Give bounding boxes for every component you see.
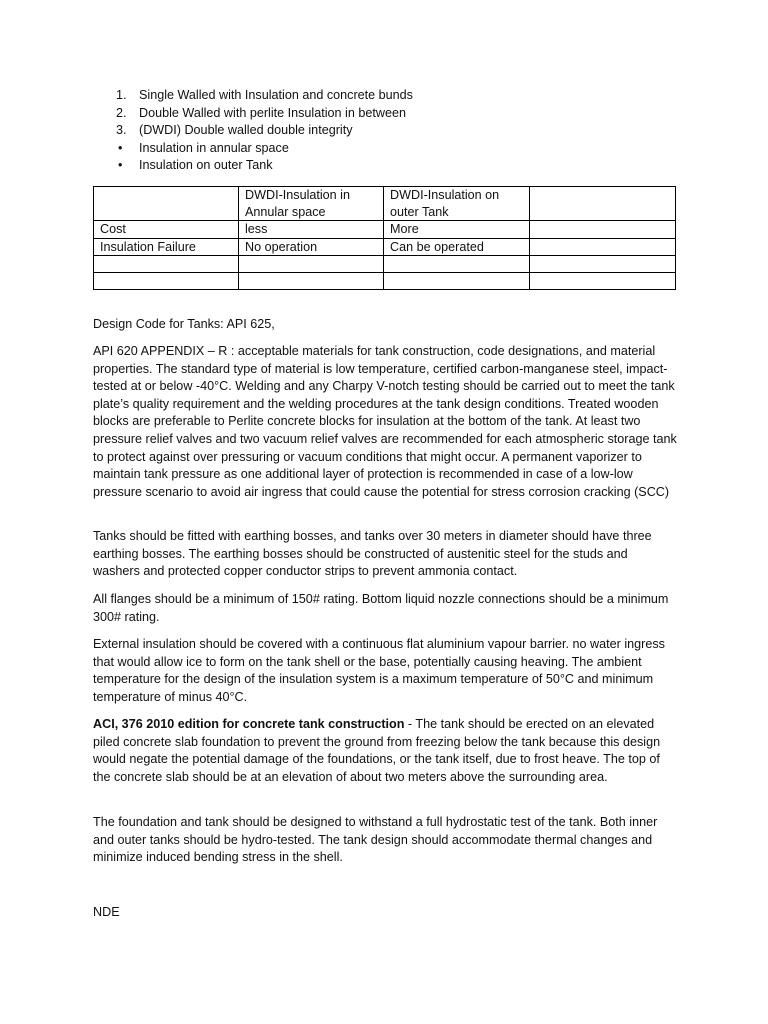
table-cell xyxy=(530,273,676,290)
table-header-row xyxy=(94,187,676,221)
table-row xyxy=(94,221,676,239)
table-row xyxy=(94,273,676,290)
table-cell: Can be operated xyxy=(384,238,530,256)
table-header-cell xyxy=(530,187,676,221)
table-header-cell xyxy=(94,187,239,221)
insulation-paragraph: External insulation should be covered with a continuous flat aluminium vapour barrier. no water ingress that would allow ice to form on the tank shell or the base, potentially causing heaving. The ambient temperature for the design of the insulation system is a maximum temperature of 50°C and minimum temperature of minus 40°C. xyxy=(93,637,665,704)
bullet-item-text: Insulation on outer Tank xyxy=(139,158,273,173)
table-cell xyxy=(530,256,676,273)
bullet-item-text: Insulation in annular space xyxy=(139,140,289,155)
table-row xyxy=(94,238,676,256)
table-cell xyxy=(239,256,384,273)
table-cell: More xyxy=(384,221,530,239)
bullet-item xyxy=(116,157,676,175)
api620-paragraph: API 620 APPENDIX – R : acceptable materials for tank construction, code designations, and material properties. The standard type of material is low temperature, certified carbon-manganese steel, impact-tested at or below -40°C. Welding and any Charpy V-notch testing should be carried out to meet the tank plate’s quality requirement and the welding procedures at the tank design conditions. Treated wooden blocks are preferable to Perlite concrete blocks for insulation at the bottom of the tank. At least two pressure relief valves and two vacuum relief valves are recommended for each atmospheric storage tank to protect against over pressuring or vacuum conditions that might occur. A permanent vaporizer to maintain tank pressure as one additional layer of protection is recommended in case of a low-low pressure scenario to avoid air ingress that could cause the potential for stress corrosion cracking (SCC) xyxy=(93,344,677,499)
table-cell xyxy=(94,273,239,290)
list-item xyxy=(116,87,676,105)
table-cell xyxy=(530,238,676,256)
table-row xyxy=(94,256,676,273)
tank-type-list xyxy=(116,87,676,175)
design-code-paragraph: Design Code for Tanks: API 625, xyxy=(93,317,275,331)
table-cell: Cost xyxy=(94,221,239,239)
list-marker: 2. xyxy=(116,105,127,120)
table-cell xyxy=(384,273,530,290)
list-item-text: Single Walled with Insulation and concrete bunds xyxy=(139,88,413,102)
flanges-paragraph: All flanges should be a minimum of 150# rating. Bottom liquid nozzle connections should be a minimum 300# rating. xyxy=(93,592,669,624)
nde-heading: NDE xyxy=(93,905,120,919)
aci-body: - The tank should be erected on an elevated piled concrete slab foundation to prevent the ground from freezing below the tank because this design would negate the potential damage of the foundations, or the tank itself, due to frost heave. The top of the concrete slab should be at an elevation of about two meters above the surrounding area. xyxy=(93,717,661,784)
table-header-cell: DWDI-Insulation on outer Tank xyxy=(384,187,530,221)
table-cell xyxy=(384,256,530,273)
table-cell: less xyxy=(239,221,384,239)
bullet-marker: • xyxy=(118,158,123,173)
bullet-item xyxy=(116,140,676,158)
table-cell xyxy=(94,256,239,273)
table-cell xyxy=(530,221,676,239)
earthing-paragraph: Tanks should be fitted with earthing bosses, and tanks over 30 meters in diameter should have three earthing bosses. The earthing bosses should be constructed of austenitic steel for the studs and washers and protected copper conductor strips to prevent ammonia contact. xyxy=(93,529,652,579)
list-marker: 1. xyxy=(116,88,127,102)
list-item xyxy=(116,105,676,123)
table-cell: Insulation Failure xyxy=(94,238,239,256)
list-item xyxy=(116,122,676,140)
table-cell xyxy=(239,273,384,290)
list-item-text: (DWDI) Double walled double integrity xyxy=(139,123,353,138)
table-header-cell: DWDI-Insulation in Annular space xyxy=(239,187,384,221)
list-marker: 3. xyxy=(116,123,127,138)
aci-heading: ACI, 376 2010 edition for concrete tank construction xyxy=(93,717,405,731)
bullet-marker: • xyxy=(118,140,123,155)
list-item-text: Double Walled with perlite Insulation in between xyxy=(139,105,406,120)
table-cell: No operation xyxy=(239,238,384,256)
aci-paragraph xyxy=(93,716,678,786)
foundation-paragraph: The foundation and tank should be designed to withstand a full hydrostatic test of the tank. Both inner and outer tanks should be hydro-tested. The tank design should accommodate thermal changes and minimize induced bending stress in the shell. xyxy=(93,815,658,865)
comparison-table xyxy=(93,186,676,290)
